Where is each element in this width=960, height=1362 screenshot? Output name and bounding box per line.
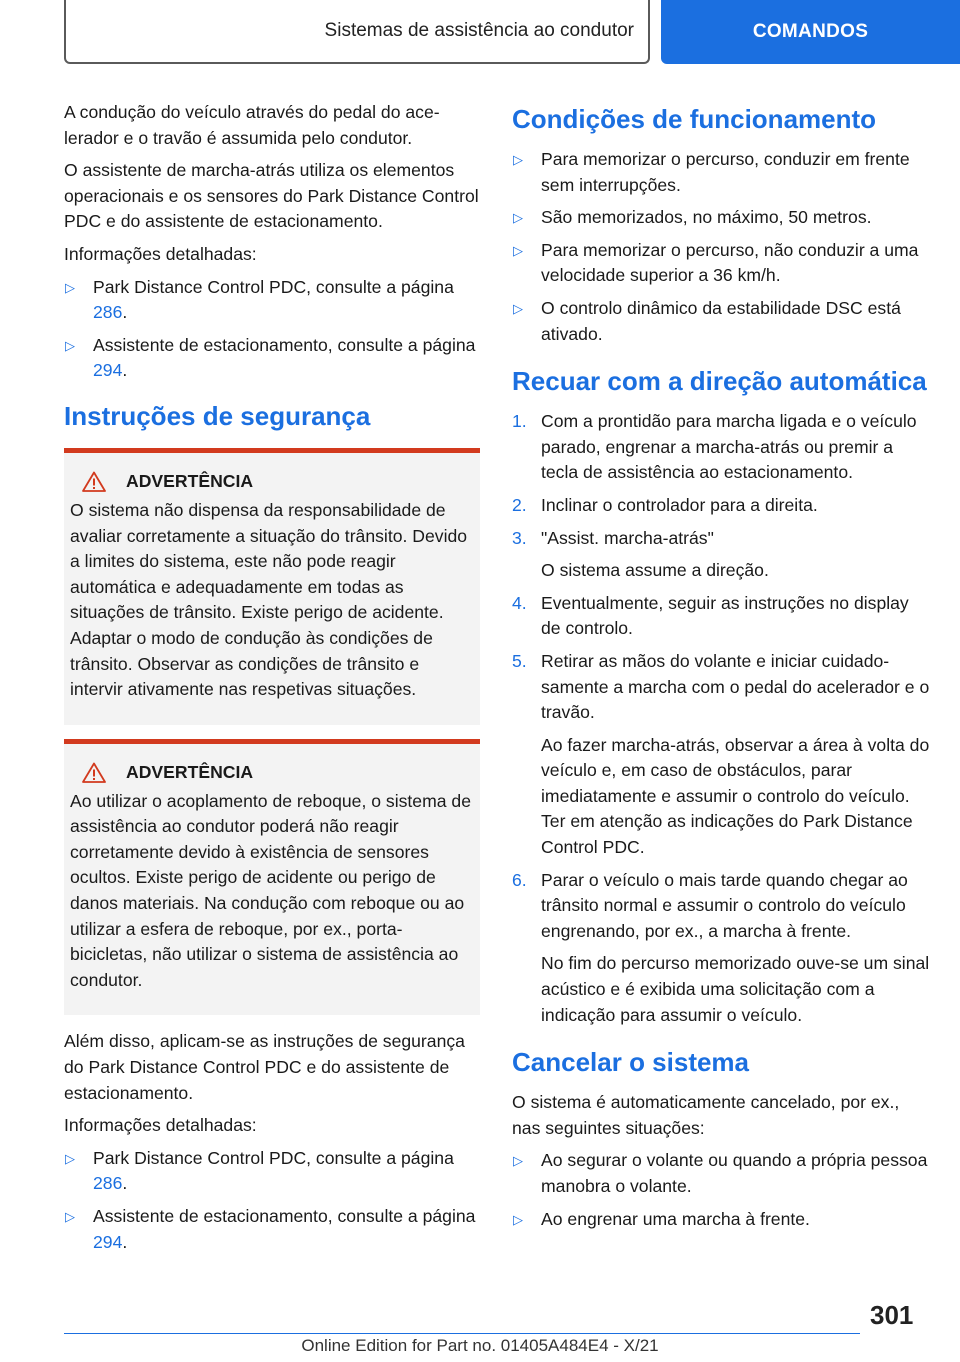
step-text: Eventualmente, seguir as instruções no display de controlo. <box>541 592 909 639</box>
step-number: 4. <box>512 592 527 613</box>
outro-paragraph: Além disso, aplicam-se as instruções de segurança do Park Distance Control PDC e do assistente de estacionamento. <box>64 1031 465 1103</box>
step-text: Inclinar o controlador para a direita. <box>541 494 818 515</box>
info-label: Informações detalhadas: <box>64 243 257 264</box>
step-item <box>512 526 930 552</box>
step-number: 3. <box>512 527 527 548</box>
step-text: Retirar as mãos do volante e iniciar cuidadosamente a marcha com o pedal do acelerador e o travão. <box>541 650 930 723</box>
page-link[interactable]: 286 <box>93 302 123 323</box>
triangle-bullet-icon: ▷ <box>65 1209 75 1224</box>
right-column <box>512 100 930 1239</box>
triangle-bullet-icon: ▷ <box>513 1211 523 1227</box>
list-item: ▷ Assistente de estacionamento, consulte a página 294. <box>64 333 480 384</box>
list-item <box>512 296 930 347</box>
triangle-bullet-icon: ▷ <box>65 337 75 353</box>
triangle-bullet-icon: ▷ <box>513 300 523 316</box>
step-text: Parar o veículo o mais tarde quando chegar ao trânsito normal e assumir o controlo do veículo engrenando, por ex., a marcha à frente. <box>541 869 908 941</box>
header-section-tab <box>64 0 650 64</box>
list-item-text: Park Distance Control PDC, consulte a página <box>93 1147 454 1168</box>
safety-heading: Instruções de segurança <box>64 400 371 431</box>
footer-divider <box>64 1333 860 1334</box>
intro-paragraph-1: A condução do veículo através do pedal do acelerador e o travão é assumida pelo condutor. <box>64 102 440 148</box>
list-item-text: Ao engrenar uma marcha à frente. <box>541 1208 810 1229</box>
list-item <box>512 1207 930 1233</box>
list-item: ▷ Park Distance Control PDC, consulte a página 286. <box>64 275 480 326</box>
page-link[interactable]: 294 <box>93 1231 123 1252</box>
list-item-text: Para memorizar o percurso, conduzir em frente sem interrupções. <box>541 149 910 195</box>
header-section-title: Sistemas de assistência ao condutor <box>324 20 634 41</box>
list-item-text: Assistente de estacionamento, consulte a página <box>93 334 476 355</box>
cancel-text: O sistema é automaticamente cancelado, por ex., nas seguintes situações: <box>512 1092 900 1138</box>
warning-box-1 <box>64 448 480 725</box>
triangle-bullet-icon: ▷ <box>65 279 75 295</box>
conditions-heading: Condições de funcionamento <box>512 104 877 134</box>
triangle-bullet-icon: ▷ <box>65 1150 75 1166</box>
reverse-heading: Recuar com a direção automática <box>512 366 927 397</box>
step-number: 1. <box>512 411 527 432</box>
step-subtext: Ao fazer marcha-atrás, observar a área à volta do veículo e, em caso de obstáculos, parar imediatamente e assumir o controlo do veículo. Ter em atenção as indicações do Park Distance Control PDC. <box>541 734 930 858</box>
triangle-bullet-icon: ▷ <box>513 152 523 167</box>
step-item <box>512 409 930 486</box>
info-label: Informações detalhadas: <box>64 1115 257 1136</box>
header-chapter-tab[interactable] <box>661 0 960 64</box>
step-number: 5. <box>512 650 527 671</box>
cancel-heading: Cancelar o sistema <box>512 1047 750 1078</box>
list-item-text: Para memorizar o percurso, não conduzir a uma velocidade superior a 36 km/h. <box>541 239 919 286</box>
step-item <box>512 649 930 726</box>
warning-text: Ao utilizar o acoplamento de reboque, o sistema de assistência ao condutor poderá não reagir corretamente devido à existência de sensores ocultos. Existe perigo de acidente ou perigo de danos materiais. Na condução com reboque ou ao utilizar a esfera de reboque, por ex., porta-bicicletas, não utilizar o sistema de assistência ao condutor. <box>70 790 471 990</box>
list-item <box>512 238 930 289</box>
step-number: 2. <box>512 494 527 515</box>
triangle-bullet-icon: ▷ <box>513 210 523 226</box>
warning-box-2 <box>64 739 480 1016</box>
list-item <box>512 1148 930 1199</box>
header-chapter-title: COMANDOS <box>752 21 869 42</box>
page-link[interactable]: 286 <box>93 1173 123 1194</box>
warning-title: ADVERTÊNCIA <box>126 761 254 782</box>
list-item <box>512 205 930 231</box>
list-item: ▷ Park Distance Control PDC, consulte a página 286. <box>64 1146 480 1197</box>
page-link[interactable]: 294 <box>93 360 123 381</box>
list-item-text: Park Distance Control PDC, consulte a página <box>93 276 454 297</box>
list-item-text: Ao segurar o volante ou quando a própria pessoa manobra o volante. <box>541 1150 928 1196</box>
triangle-bullet-icon: ▷ <box>513 242 523 258</box>
list-item-text: O controlo dinâmico da estabilidade DSC está ativado. <box>541 297 901 344</box>
list-item-text: São memorizados, no máximo, 50 metros. <box>541 207 872 228</box>
list-item: ▷ Assistente de estacionamento, consulte a página 294. <box>64 1204 480 1255</box>
page-number: 301 <box>870 1300 914 1330</box>
step-number: 6. <box>512 869 527 890</box>
intro-paragraph-2: O assistente de marcha-atrás utiliza os elementos operacionais e os sensores do Park Distance Control PDC e do assistente de estacionamento. <box>64 160 479 232</box>
list-item <box>512 147 930 198</box>
step-subtext: No fim do percurso memorizado ouve-se um sinal acústico e é exibida uma solicitação com a indicação para assumir o veículo. <box>541 953 930 1025</box>
warning-triangle-icon <box>82 471 106 492</box>
step-text: Com a prontidão para marcha ligada e o veículo parado, engrenar a marcha-atrás ou premir a tecla de assistência ao estacionamento. <box>541 411 917 483</box>
list-item-text: Assistente de estacionamento, consulte a página <box>93 1206 476 1226</box>
step-item <box>512 493 930 519</box>
step-item <box>512 591 930 642</box>
footer-edition: Online Edition for Part no. 01405A484E4 - X/21 <box>301 1336 659 1355</box>
triangle-bullet-icon: ▷ <box>513 1153 523 1169</box>
step-text: "Assist. marcha-atrás" <box>541 527 714 548</box>
warning-title: ADVERTÊNCIA <box>126 470 254 491</box>
left-column <box>64 100 480 1262</box>
warning-text: O sistema não dispensa da responsabilidade de avaliar corretamente a situação do trânsito. Devido a limites do sistema, este não pode reagir automática e adequadamente em todas as situações de trânsito. Existe perigo de acidente. Adaptar o modo de condução às condições de trânsito. Observar as condições de trânsito e intervir ativamente nas respetivas situações. <box>70 499 468 700</box>
step-subtext: O sistema assume a direção. <box>541 560 769 581</box>
warning-triangle-icon <box>82 762 106 783</box>
step-item <box>512 868 930 945</box>
